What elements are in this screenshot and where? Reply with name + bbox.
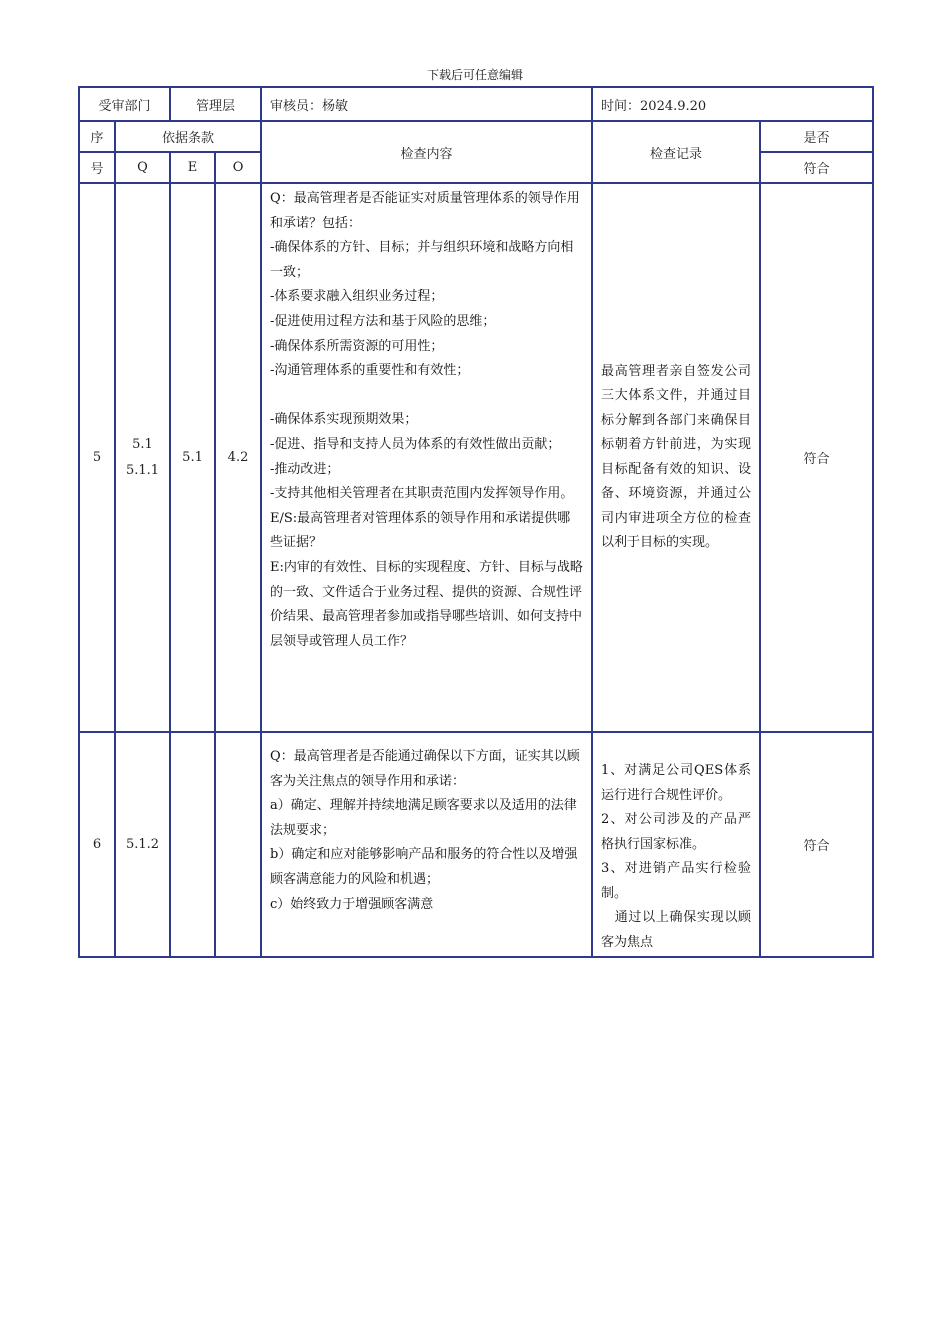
- row-check-content: [261, 183, 592, 732]
- record-line: 3、对进销产品实行检验制。: [601, 861, 752, 901]
- content-line: b）确定和应对能够影响产品和服务的符合性以及增强顾客满意能力的风险和机遇；: [270, 847, 578, 887]
- audit-time: 时间：2024.9.20: [592, 87, 873, 121]
- seq-header-top: 序: [79, 121, 115, 152]
- content-line: -促进、指导和支持人员为体系的有效性做出贡献；: [270, 436, 561, 452]
- content-line: -沟通管理体系的重要性和有效性；: [270, 363, 470, 379]
- content-line: -体系要求融入组织业务过程；: [270, 289, 444, 305]
- record-line: 2、对公司涉及的产品严格执行国家标准。: [601, 812, 752, 852]
- audit-checklist-table: [78, 86, 874, 958]
- row-conform: 符合: [760, 732, 873, 957]
- content-header: 检查内容: [261, 121, 592, 183]
- record-line: 1、对满足公司QES体系运行进行合规性评价。: [601, 763, 752, 803]
- row-o-clause: 4.2: [215, 183, 261, 732]
- row-q-clause-1: 5.1: [132, 436, 153, 452]
- content-line: -确保体系的方针、目标；并与组织环境和战略方向相一致；: [270, 240, 574, 280]
- content-line: a）确定、理解并持续地满足顾客要求以及适用的法律法规要求；: [270, 798, 577, 838]
- content-line: Q：最高管理者是否能通过确保以下方面，证实其以顾客为关注焦点的领导作用和承诺：: [270, 749, 580, 789]
- row-q-clause: [115, 183, 170, 732]
- header-row-1: [79, 121, 873, 152]
- record-line: 通过以上确保实现以顾客为焦点: [601, 910, 752, 950]
- info-row: [79, 87, 873, 121]
- dept-label: 受审部门: [79, 87, 170, 121]
- row-e-clause: 5.1: [170, 183, 215, 732]
- col-o-header: O: [215, 152, 261, 183]
- content-line: -促进使用过程方法和基于风险的思维；: [270, 313, 496, 329]
- row-o-clause: [215, 732, 261, 957]
- table-row: [79, 183, 873, 732]
- record-header: 检查记录: [592, 121, 760, 183]
- col-q-header: Q: [115, 152, 170, 183]
- row-check-record: [592, 732, 760, 957]
- table-row: [79, 732, 873, 957]
- content-line: -确保体系所需资源的可用性；: [270, 338, 444, 354]
- content-line-blank: [270, 384, 583, 409]
- row-q-clause: 5.1.2: [115, 732, 170, 957]
- header-note: 下载后可任意编辑: [426, 68, 523, 82]
- row-check-record: 最高管理者亲自签发公司三大体系文件，并通过目标分解到各部门来确保目标朝着方针前进，为实现目标配备有效的知识、设备、环境资源，并通过公司内审进项全方位的检查以利于目标的实现。: [592, 183, 760, 732]
- seq-header-bottom: 号: [79, 152, 115, 183]
- row-conform: 符合: [760, 183, 873, 732]
- content-line: E:内审的有效性、目标的实现程度、方针、目标与战略的一致、文件适合于业务过程、提供的资源、合规性评价结果、最高管理者参加或指导哪些培训、如何支持中层领导或管理人员工作？: [270, 559, 583, 649]
- conform-header-bottom: 符合: [760, 152, 873, 183]
- col-e-header: E: [170, 152, 215, 183]
- row-check-content: [261, 732, 592, 957]
- content-line: E/S:最高管理者对管理体系的领导作用和承诺提供哪些证据？: [270, 510, 571, 551]
- row-e-clause: [170, 732, 215, 957]
- row-q-clause-2: 5.1.1: [125, 462, 160, 478]
- content-line: Q：最高管理者是否能证实对质量管理体系的领导作用和承诺？包括：: [270, 191, 580, 231]
- dept-value: 管理层: [170, 87, 261, 121]
- basis-header: 依据条款: [115, 121, 261, 152]
- conform-header-top: 是否: [760, 121, 873, 152]
- row-seq: 5: [79, 183, 115, 732]
- content-line: c）始终致力于增强顾客满意: [270, 896, 434, 912]
- content-line: -确保体系实现预期效果；: [270, 412, 418, 428]
- auditor: 审核员：杨敏: [261, 87, 592, 121]
- row-seq: 6: [79, 732, 115, 957]
- content-line: -推动改进；: [270, 461, 340, 477]
- content-line: -支持其他相关管理者在其职责范围内发挥领导作用。: [270, 486, 574, 502]
